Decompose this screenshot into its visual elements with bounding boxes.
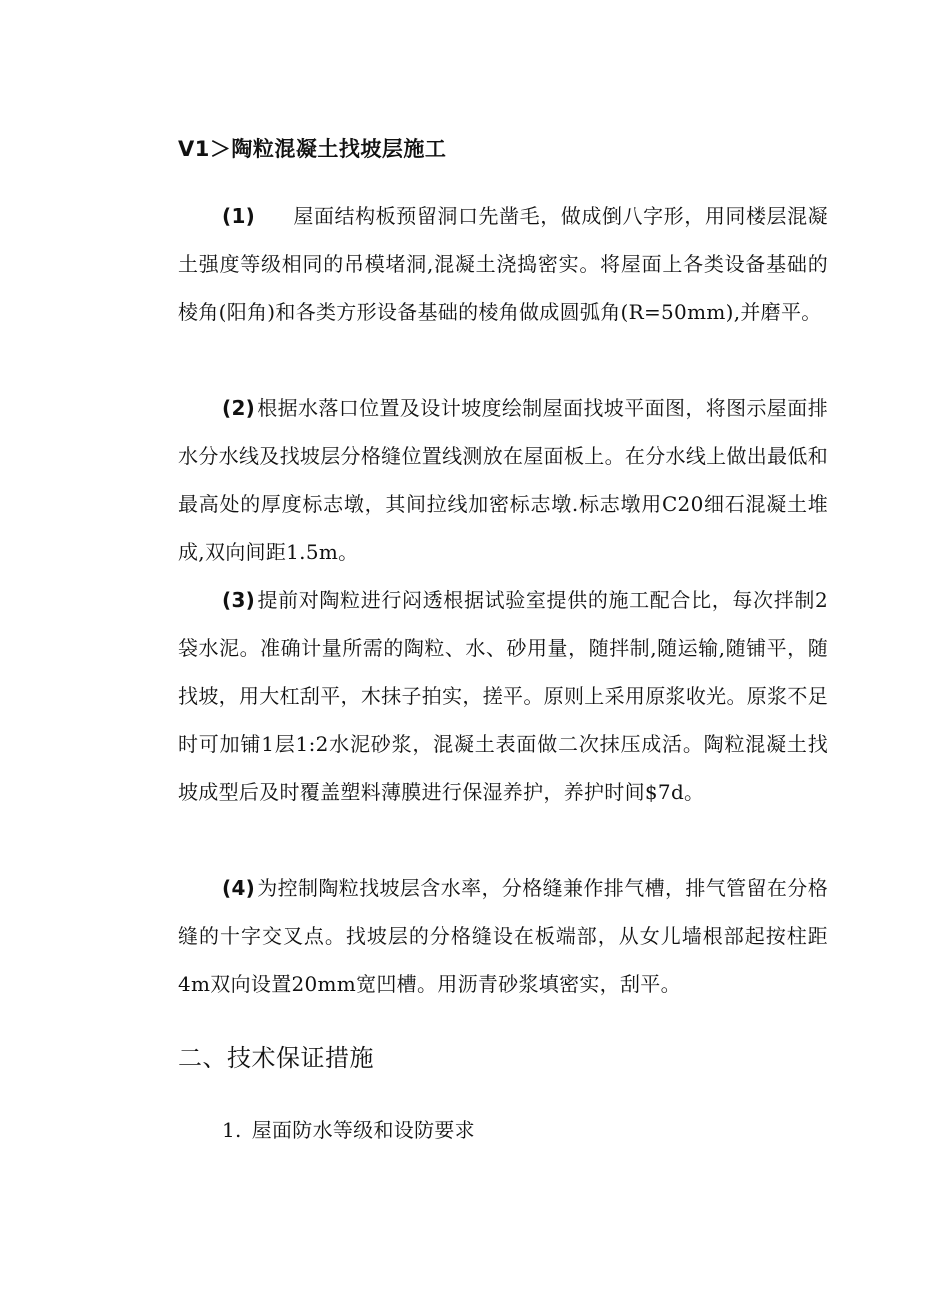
paragraph-number: (2) <box>222 396 256 420</box>
paragraph-number: (3) <box>222 588 256 612</box>
paragraph-text: 屋面结构板预留洞口先凿毛，做成倒八字形，用同楼层混凝土强度等级相同的吊模堵洞,混凝土浇捣密实。将屋面上各类设备基础的棱角(阳角)和各类方形设备基础的棱角做成圆弧角(R=50mm),并磨平。 <box>178 204 828 324</box>
paragraph-number: (4) <box>222 876 256 900</box>
paragraph-3 <box>178 576 828 816</box>
paragraph-2 <box>178 384 828 576</box>
section-title: 二、技术保证措施 <box>178 1044 374 1072</box>
paragraph-4 <box>178 864 828 1008</box>
subsection-heading: V1＞陶粒混凝土找坡层施工 <box>178 137 447 161</box>
paragraph-text: 为控制陶粒找坡层含水率，分格缝兼作排气槽，排气管留在分格缝的十字交叉点。找坡层的分格缝设在板端部，从女儿墙根部起按柱距4m双向设置20mm宽凹槽。用沥青砂浆填密实，刮平。 <box>178 876 828 996</box>
subsection-number: 1. <box>222 1118 242 1142</box>
subsection-text: 屋面防水等级和设防要求 <box>251 1118 475 1142</box>
paragraph-text: 提前对陶粒进行闷透根据试验室提供的施工配合比，每次拌制2袋水泥。准确计量所需的陶粒、水、砂用量，随拌制,随运输,随铺平，随找坡，用大杠刮平，木抹子拍实，搓平。原则上采用原浆收光。原浆不足时可加铺1层1:2水泥砂浆，混凝土表面做二次抹压成活。陶粒混凝土找坡成型后及时覆盖塑料薄膜进行保湿养护，养护时间$7d。 <box>178 588 828 804</box>
subsection-item <box>222 1110 872 1150</box>
paragraph-number: (1) <box>222 204 256 228</box>
paragraph-text: 根据水落口位置及设计坡度绘制屋面找坡平面图，将图示屋面排水分水线及找坡层分格缝位置线测放在屋面板上。在分水线上做出最低和最高处的厚度标志墩，其间拉线加密标志墩.标志墩用C20细石混凝土堆成,双向间距1.5m。 <box>178 396 828 564</box>
paragraph-1 <box>178 192 828 336</box>
